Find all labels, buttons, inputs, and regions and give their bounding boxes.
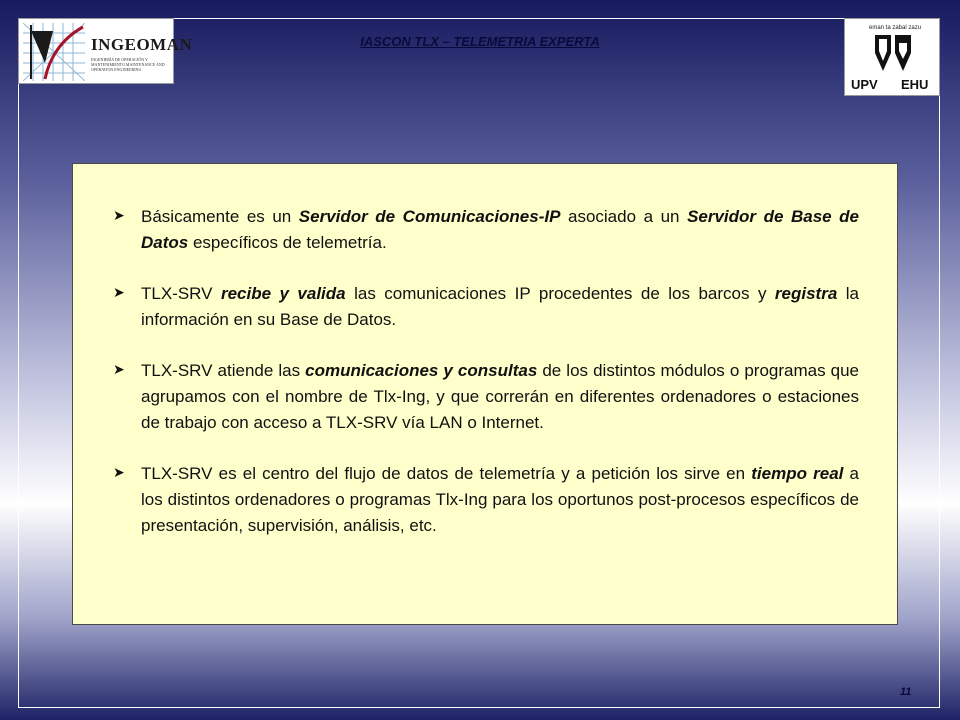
- ingeoman-name: INGEOMAN: [91, 35, 193, 54]
- bullet-item: [113, 204, 859, 256]
- ingeoman-subtitle: INGENIERÍA DE OPERACIÓN Y MANTENIMIENTO MAINTENANCE AND OPERATION ENGINEERING: [91, 57, 165, 72]
- arrow-bullet-icon: ➤: [113, 361, 125, 377]
- bullet-text: TLX-SRV atiende las comunicaciones y consultas de los distintos módulos o programas que agrupamos con el nombre de Tlx-Ing, y que correrán en diferentes ordenadores o estaciones de trabajo con acceso a TLX-SRV vía LAN o Internet.: [141, 361, 860, 432]
- upv-ehu-motto: eman ta zabal zazu: [869, 25, 922, 31]
- page-number: 11: [900, 686, 912, 698]
- ingeoman-emblem-icon: [23, 23, 85, 81]
- upv-label: UPV: [851, 77, 878, 92]
- arrow-bullet-icon: ➤: [113, 284, 125, 300]
- bullet-item: [113, 358, 859, 436]
- upv-ehu-emblem-icon: [873, 33, 913, 73]
- arrow-bullet-icon: ➤: [113, 207, 125, 223]
- bullet-text: Básicamente es un Servidor de Comunicaciones-IP asociado a un Servidor de Base de Datos específicos de telemetría.: [141, 207, 859, 252]
- bullet-text: TLX-SRV recibe y valida las comunicaciones IP procedentes de los barcos y registra la información en su Base de Datos.: [141, 284, 859, 329]
- arrow-bullet-icon: ➤: [113, 464, 125, 480]
- bullet-item: [113, 281, 859, 333]
- page-title: IASCON TLX – TELEMETRIA EXPERTA: [360, 34, 600, 49]
- bullet-text: TLX-SRV es el centro del flujo de datos de telemetría y a petición los sirve en tiempo real a los distintos ordenadores o programas Tlx-Ing para los oportunos post-procesos específicos de presentación, supervisión, análisis, etc.: [141, 464, 859, 535]
- upv-ehu-logo: [844, 18, 940, 96]
- ingeoman-logo: [18, 18, 193, 84]
- content-box: [72, 163, 898, 625]
- bullet-item: [113, 461, 859, 539]
- ehu-label: EHU: [901, 77, 929, 92]
